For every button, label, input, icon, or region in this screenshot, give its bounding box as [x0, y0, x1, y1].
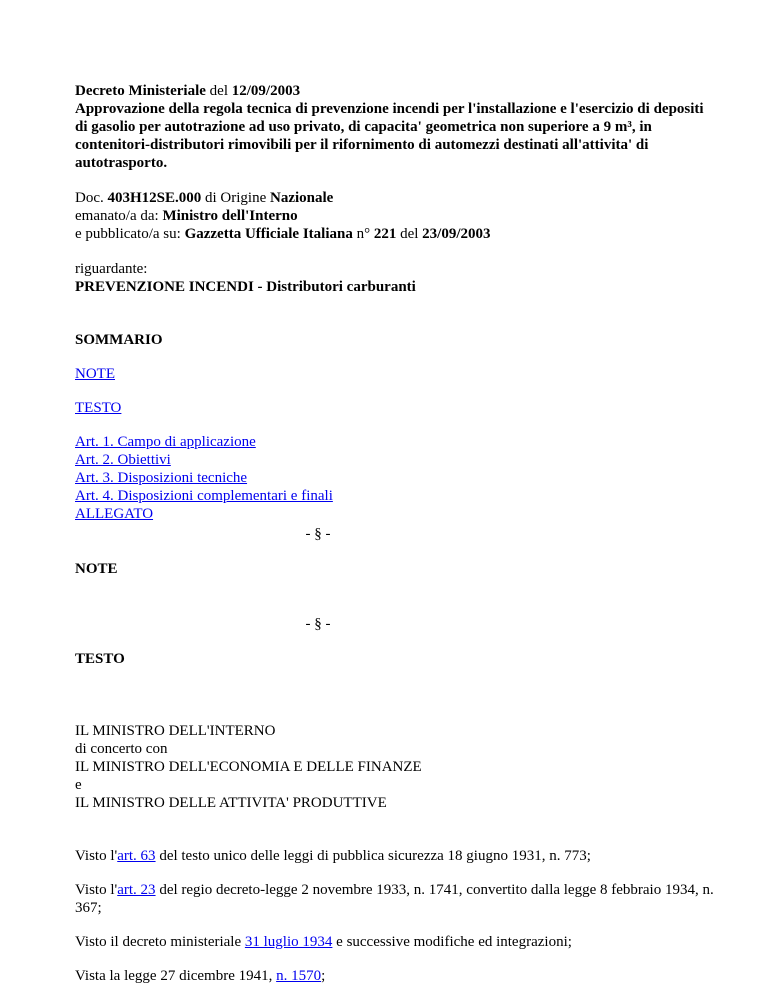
visto-text: del regio decreto-legge 2 novembre 1933, n. 1741, convertito dalla legge 8 febbraio 1934, n. 367;: [75, 882, 714, 916]
section-separator: - § -: [305, 526, 331, 542]
visto-text: Visto l': [75, 848, 118, 864]
decree-title: Approvazione della regola tecnica di prevenzione incendi per l'installazione e l'esercizio di depositi di gasolio per autotrazione ad uso privato, di capacita' geometrica non superiore a 9 m³, in contenitori-distributori rimovibili per il rifornimento di automezzi destinati all'attivita' di autotrasporto.: [75, 101, 704, 171]
visto-text: Visto il decreto ministeriale: [75, 934, 245, 950]
summary-link-art-4[interactable]: Art. 4. Disposizioni complementari e finali: [75, 488, 333, 504]
summary-link-art-1[interactable]: Art. 1. Campo di applicazione: [75, 434, 256, 450]
minister-line-1: IL MINISTRO DELL'INTERNO: [75, 723, 276, 739]
note-heading-text: NOTE: [75, 561, 118, 577]
minister-line-3: IL MINISTRO DELL'ECONOMIA E DELLE FINANZE: [75, 759, 422, 775]
origin-label: di Origine: [205, 190, 267, 206]
decree-header: [75, 82, 715, 172]
summary-link-art-3[interactable]: Art. 3. Disposizioni tecniche: [75, 470, 248, 486]
summary-link-testo[interactable]: TESTO: [75, 400, 122, 416]
subject-label: riguardante:: [75, 261, 148, 277]
section-separator: - § -: [305, 616, 331, 632]
subject-block: [75, 260, 715, 296]
summary-article-list: [75, 433, 715, 523]
visto-link-art-63[interactable]: art. 63: [117, 848, 156, 864]
ministers-block: [75, 722, 715, 812]
doc-label: Doc.: [75, 190, 104, 206]
origin-value: Nazionale: [270, 190, 334, 206]
summary-heading-text: SOMMARIO: [75, 332, 163, 348]
visto-text: Visto l': [75, 882, 118, 898]
visto-paragraph: [75, 933, 715, 951]
subject-value: PREVENZIONE INCENDI - Distributori carburanti: [75, 279, 416, 295]
summary-heading: [75, 331, 715, 349]
minister-line-2: di concerto con: [75, 741, 168, 757]
visto-paragraph: [75, 847, 715, 865]
document-body: [75, 82, 715, 985]
visto-text: Vista la legge 27 dicembre 1941,: [75, 968, 277, 984]
doc-code: 403H12SE.000: [107, 190, 202, 206]
gazette-del: del: [400, 226, 419, 242]
minister-line-4: e: [75, 777, 82, 793]
visto-link-art-23[interactable]: art. 23: [117, 882, 156, 898]
summary-testo-row: [75, 399, 715, 417]
testo-heading: [75, 650, 715, 668]
decree-kind: Decreto Ministeriale: [75, 83, 206, 99]
visto-text: ;: [321, 968, 326, 984]
gazette-number: 221: [373, 226, 397, 242]
visto-text: e successive modifiche ed integrazioni;: [332, 934, 572, 950]
visto-link-dm-1934[interactable]: 31 luglio 1934: [244, 934, 333, 950]
issuer-label: emanato/a da:: [75, 208, 159, 224]
minister-line-5: IL MINISTRO DELLE ATTIVITA' PRODUTTIVE: [75, 795, 387, 811]
decree-del: del: [209, 83, 228, 99]
note-heading: [75, 560, 715, 578]
visto-text: del testo unico delle leggi di pubblica sicurezza 18 giugno 1931, n. 773;: [155, 848, 591, 864]
visto-paragraph: [75, 967, 715, 985]
gazette-name: Gazzetta Ufficiale Italiana: [184, 226, 353, 242]
decree-date: 12/09/2003: [231, 83, 301, 99]
publication-date: 23/09/2003: [422, 226, 491, 242]
visto-link-n-1570[interactable]: n. 1570: [276, 968, 322, 984]
published-label: e pubblicato/a su:: [75, 226, 181, 242]
summary-note-row: [75, 365, 715, 383]
issuer-value: Ministro dell'Interno: [162, 208, 298, 224]
summary-link-allegato[interactable]: ALLEGATO: [75, 506, 154, 522]
doc-info: [75, 189, 715, 243]
summary-link-art-2[interactable]: Art. 2. Obiettivi: [75, 452, 171, 468]
summary-link-note[interactable]: NOTE: [75, 366, 115, 382]
gazette-number-prefix: n°: [356, 226, 371, 242]
visto-paragraph: [75, 881, 715, 917]
testo-heading-text: TESTO: [75, 651, 125, 667]
